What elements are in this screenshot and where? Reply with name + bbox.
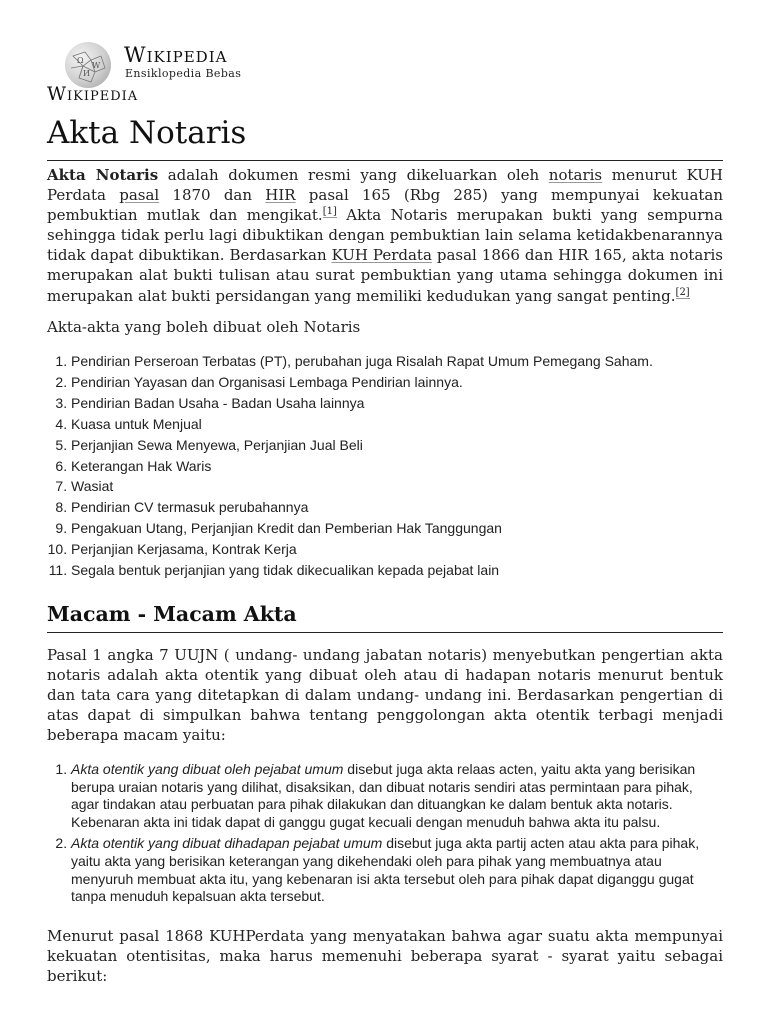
- list-item: 1. Pendirian Perseroan Terbatas (PT), perubahan juga Risalah Rapat Umum Pemegang Saham.: [71, 351, 721, 372]
- intro-paragraph: [47, 165, 723, 306]
- reference-2-label[interactable]: [2]: [675, 286, 690, 298]
- list-item: [71, 761, 721, 831]
- reference-1-label[interactable]: [1]: [322, 206, 337, 218]
- list-item-text: disebut juga akta partij acten atau akta para pihak, yaitu akta yang berisikan keterangan yang dikehendaki oleh para pihak yang membuatnya atau menyuruh membuat akta itu, yang kebenaran isi akta tersebut oleh para pihak dapat diganggu gugat tanpa menuduh kepalsuan akta tersebut.: [71, 835, 700, 905]
- text-run: Akta Notaris merupakan bukti yang sempurna sehingga tidak perlu lagi dibuktikan dengan pembuktian lain selama ketidakbenarannya tidak dapat dibuktikan. Berdasarkan: [47, 206, 723, 265]
- section-paragraph: Pasal 1 angka 7 UUJN ( undang- undang jabatan notaris) menyebutkan pengertian akta notaris adalah akta otentik yang dibuat oleh atau di hadapan notaris menurut bentuk dan tata cara yang ditetapkan di dalam undang- undang ini. Berdasarkan pengertian di atas dapat di simpulkan bahwa tentang penggolongan akta otentik terbagi menjadi beberapa macam yaitu:: [47, 646, 723, 745]
- list-item: 9. Pengakuan Utang, Perjanjian Kredit dan Pemberian Hak Tanggungan: [71, 518, 721, 539]
- section-divider: [47, 632, 723, 633]
- svg-text:И: И: [83, 69, 90, 78]
- link-notaris[interactable]: notaris: [548, 166, 603, 184]
- list-item: 5. Perjanjian Sewa Menyewa, Perjanjian Jual Beli: [71, 435, 721, 456]
- reference-2[interactable]: [676, 287, 690, 299]
- link-kuh-perdata[interactable]: KUH Perdata: [331, 246, 432, 265]
- text-run: menurut KUH Perdata: [47, 166, 723, 205]
- wikipedia-globe-logo-icon[interactable]: [65, 42, 111, 88]
- list-item: 10. Perjanjian Kerjasama, Kontrak Kerja: [71, 539, 721, 560]
- text-run: 1870 dan: [159, 186, 266, 205]
- title-divider: [47, 160, 723, 161]
- wikipedia-tagline: Ensiklopedia Bebas: [125, 67, 242, 80]
- list-item: 4. Kuasa untuk Menjual: [71, 414, 721, 435]
- list-item-term: Akta otentik yang dibuat dihadapan pejabat umum: [71, 835, 383, 852]
- list-item-text: disebut juga akta relaas acten, yaitu akta yang berisikan berupa uraian notaris yang dilihat, disaksikan, dan dibuat notaris sendiri atas permintaan para pihak, agar tindakan atau perbuatan para pihak dilakukan dan dituangkan ke dalam bentuk akta notaris. Kebenaran akta ini tidak dapat di ganggu gugat kecuali dengan menuduh bahwa akta itu palsu.: [71, 761, 696, 830]
- svg-text:Ω: Ω: [77, 56, 84, 65]
- list-item: [71, 835, 721, 905]
- wikipedia-wordmark-secondary: Wikipedia: [47, 84, 139, 105]
- site-header: [47, 0, 723, 108]
- akta-types-list: [47, 761, 721, 910]
- list-item-term: Akta otentik yang dibuat oleh pejabat umum: [71, 761, 344, 777]
- text-run: pasal 165 (Rbg 285) yang mempunyai kekuatan pembuktian mutlak dan mengikat.: [47, 186, 724, 225]
- list-item: 3. Pendirian Badan Usaha - Badan Usaha lainnya: [71, 393, 721, 414]
- list-item: 2. Pendirian Yayasan dan Organisasi Lembaga Pendirian lainnya.: [71, 372, 721, 393]
- reference-1[interactable]: [323, 206, 337, 218]
- bold-term: Akta Notaris: [47, 166, 159, 184]
- list-item: 6. Keterangan Hak Waris: [71, 456, 721, 477]
- page-title: Akta Notaris: [47, 115, 247, 151]
- list-intro: Akta-akta yang boleh dibuat oleh Notaris: [47, 318, 361, 336]
- wikipedia-wordmark[interactable]: Wikipedia: [124, 43, 228, 67]
- link-pasal[interactable]: pasal: [119, 186, 160, 205]
- closing-paragraph: Menurut pasal 1868 KUHPerdata yang menyatakan bahwa agar suatu akta mempunyai kekuatan otentisitas, maka harus memenuhi beberapa syarat - syarat yaitu sebagai berikut:: [47, 927, 723, 986]
- text-run: adalah dokumen resmi yang dikeluarkan oleh: [158, 166, 549, 184]
- akta-list: [47, 351, 721, 581]
- link-hir[interactable]: HIR: [265, 186, 296, 205]
- section-heading: Macam - Macam Akta: [47, 602, 297, 626]
- list-item: 11. Segala bentuk perjanjian yang tidak dikecualikan kepada pejabat lain: [71, 560, 721, 581]
- list-item: 7. Wasiat: [71, 476, 721, 497]
- svg-text:W: W: [92, 61, 101, 70]
- text-run: pasal 1866 dan HIR 165, akta notaris merupakan alat bukti tulisan atau surat pembuktian yang utama sehingga dokumen ini merupakan alat bukti persidangan yang memiliki kedudukan yang sangat penting.: [47, 246, 723, 305]
- article-page: [47, 0, 724, 986]
- list-item: 8. Pendirian CV termasuk perubahannya: [71, 497, 721, 518]
